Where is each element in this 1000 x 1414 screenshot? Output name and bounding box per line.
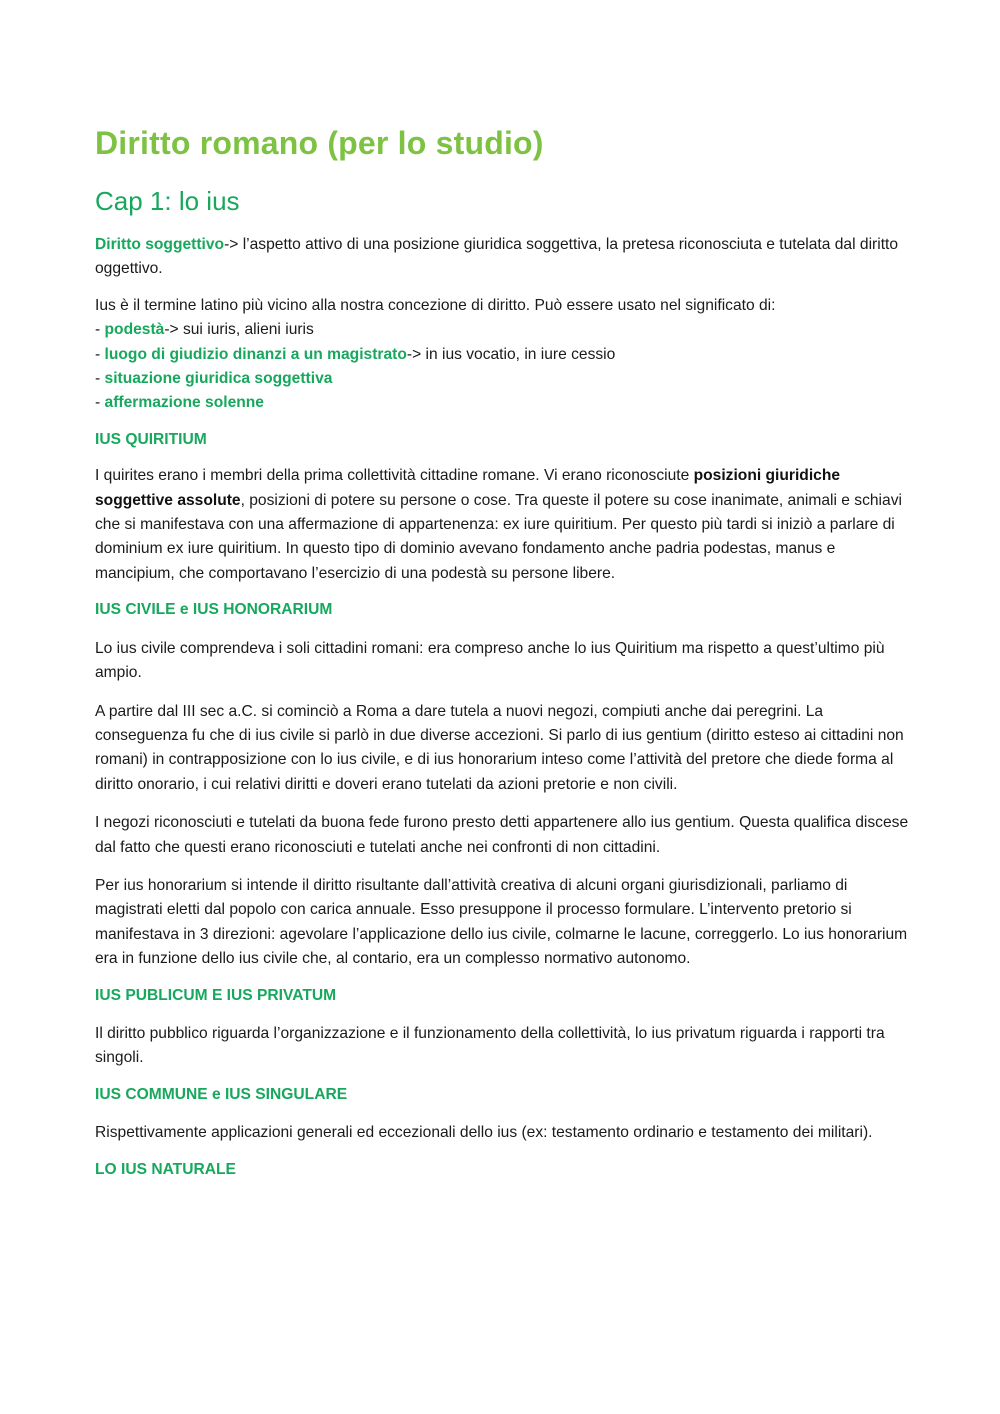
ius-meanings-block <box>95 294 910 416</box>
list-item: - affermazione solenne <box>95 394 264 412</box>
list-item: - situazione giuridica soggettiva <box>95 370 333 388</box>
publicum-paragraph: Il diritto pubblico riguarda l’organizzazione e il funzionamento della collettività, lo ius privatum riguarda i rapporti tra singoli. <box>95 1024 885 1067</box>
commune-paragraph: Rispettivamente applicazioni generali ed eccezionali dello ius (ex: testamento ordinario e testamento dei militari). <box>95 1124 873 1142</box>
section-heading-ius-naturale: LO IUS NATURALE <box>95 1160 236 1178</box>
civile-paragraph-4: Per ius honorarium si intende il diritto risultante dall’attività creativa di alcuni organi giurisdizionali, parliamo di magistrati eletti dal popolo con carica annuale. Esso presuppone il processo formulare. L’intervento pretorio si manifestava in 3 direzioni: agevolare l’applicazione dello ius civile, colmarne le lacune, correggerlo. Lo ius honorarium era in funzione dello ius civile che, al contario, era un complesso normativo autonomo. <box>95 876 908 968</box>
section-heading-ius-civile: IUS CIVILE e IUS HONORARIUM <box>95 601 333 619</box>
section-heading-ius-commune: IUS COMMUNE e IUS SINGULARE <box>95 1085 348 1103</box>
civile-paragraph-2: A partire dal III sec a.C. si cominciò a Roma a dare tutela a nuovi negozi, compiuti anche dai peregrini. La conseguenza fu che di ius civile si parlò in due diverse accezioni. Si parlo di ius gentium (diritto esteso ai cittadini non romani) in contrapposizione con lo ius civile, e di ius honorarium inteso come l’attività del pretore che diede forma al diritto onorario, i cui relativi diritti e doveri erano tutelati da azioni pretorie e non civili. <box>95 702 904 793</box>
list-item: - luogo di giudizio dinanzi a un magistrato-> in ius vocatio, in iure cessio <box>95 345 616 363</box>
intro-term: Diritto soggettivo <box>95 236 225 253</box>
intro-definition: -> l’aspetto attivo di una posizione giuridica soggettiva, la pretesa riconosciuta e tutelata dal diritto oggettivo. <box>95 236 899 278</box>
list-item: - podestà-> sui iuris, alieni iuris <box>95 321 314 339</box>
document-page <box>95 118 910 1182</box>
section-heading-ius-publicum: IUS PUBLICUM E IUS PRIVATUM <box>95 986 337 1004</box>
section-heading-ius-quiritium: IUS QUIRITIUM <box>95 430 207 448</box>
chapter-heading: Cap 1: lo ius <box>95 186 240 216</box>
quiritium-paragraph: I quirites erano i membri della prima collettività cittadine romane. Vi erano riconosciute posizioni giuridiche soggettive assolute, posizioni di potere su persone o cose. Tra queste il potere su cose inanimate, animali e schiavi che si manifestava con una affermazione di appartenenza: ex iure quiritium. Per questo più tardi si iniziò a parlare di dominium ex iure quiritium. In questo tipo di dominio avevano fondamento anche padria podestas, manus e mancipium, che comportavano l’esercizio di una podestà su persone libere. <box>95 467 902 582</box>
intro-paragraph <box>95 233 910 282</box>
document-title: Diritto romano (per lo studio) <box>95 125 544 161</box>
civile-paragraph-1: Lo ius civile comprendeva i soli cittadini romani: era compreso anche lo ius Quiritium ma rispetto a quest’ultimo più ampio. <box>95 639 885 682</box>
ius-meanings-lead: Ius è il termine latino più vicino alla nostra concezione di diritto. Può essere usato nel significato di: <box>95 296 776 314</box>
civile-paragraph-3: I negozi riconosciuti e tutelati da buona fede furono presto detti appartenere allo ius gentium. Questa qualifica discese dal fatto che questi erano riconosciuti e tutelati anche nei confronti di non cittadini. <box>95 814 909 856</box>
